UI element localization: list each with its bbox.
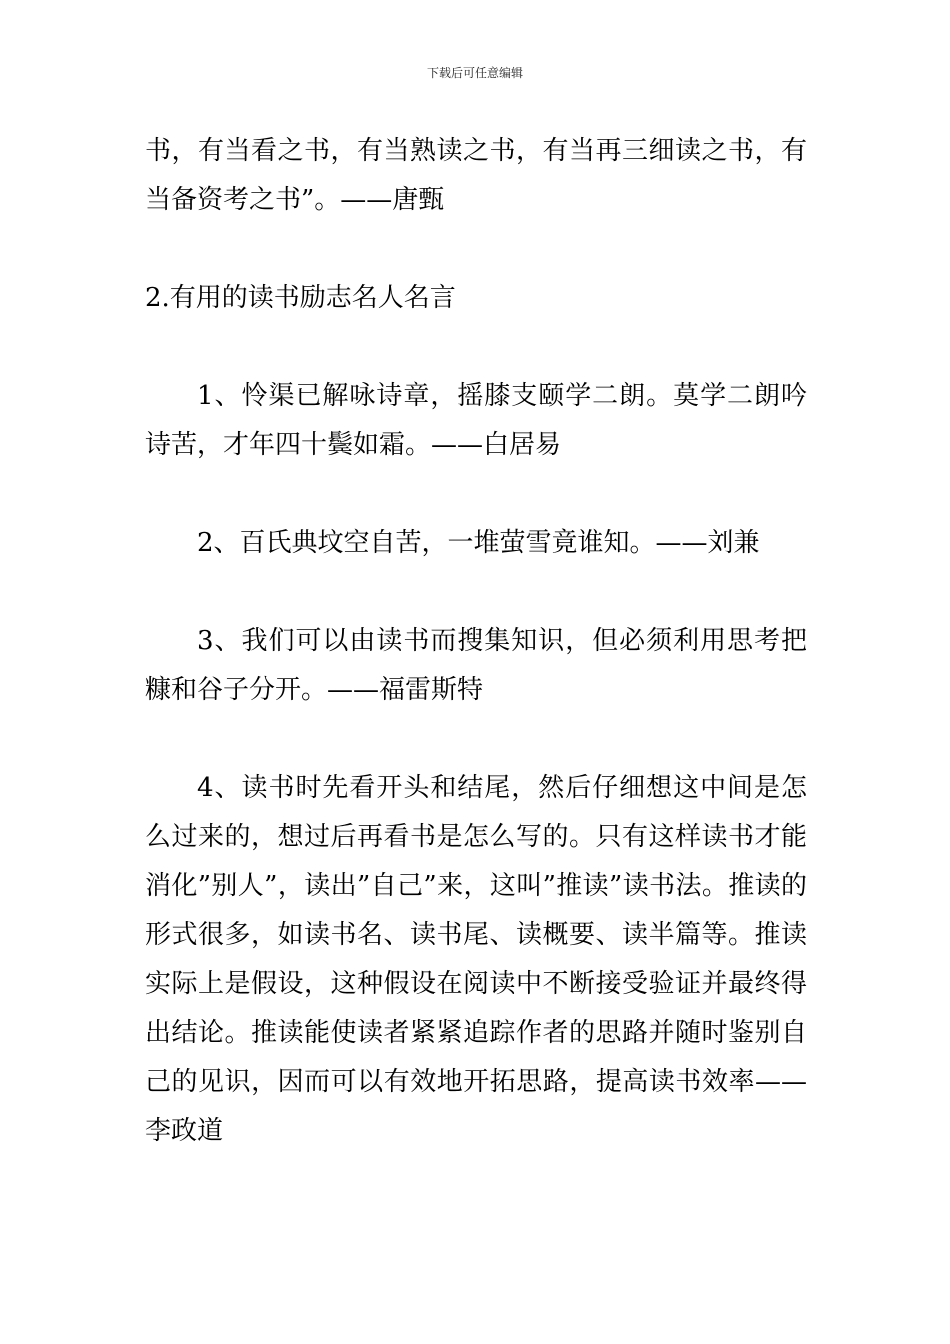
section-heading: 2.有用的读书励志名人名言	[145, 283, 456, 313]
page-header: 下载后可任意编辑	[426, 66, 523, 80]
quote-item-2: 2、百氏典坟空自苦，一堆萤雪竟谁知。——刘兼	[197, 528, 760, 558]
paragraph-continuation: 书，有当看之书，有当熟读之书，有当再三细读之书，有当备资考之书”。——唐甄	[145, 136, 807, 215]
document-body	[145, 127, 807, 1156]
quote-item-1: 1、怜渠已解咏诗章，摇膝支颐学二朗。莫学二朗吟诗苦，才年四十鬓如霜。——白居易	[145, 381, 807, 460]
quote-item-4: 4、读书时先看开头和结尾，然后仔细想这中间是怎么过来的，想过后再看书是怎么写的。只有这样读书才能消化”别人”，读出”自己”来，这叫”推读”读书法。推读的形式很多，如读书名、读书尾、读概要、读半篇等。推读实际上是假设，这种假设在阅读中不断接受验证并最终得出结论。推读能使读者紧紧追踪作者的思路并随时鉴别自己的见识，因而可以有效地开拓思路，提高读书效率——李政道	[145, 773, 807, 1146]
quote-item-3: 3、我们可以由读书而搜集知识，但必须利用思考把糠和谷子分开。——福雷斯特	[145, 626, 807, 705]
